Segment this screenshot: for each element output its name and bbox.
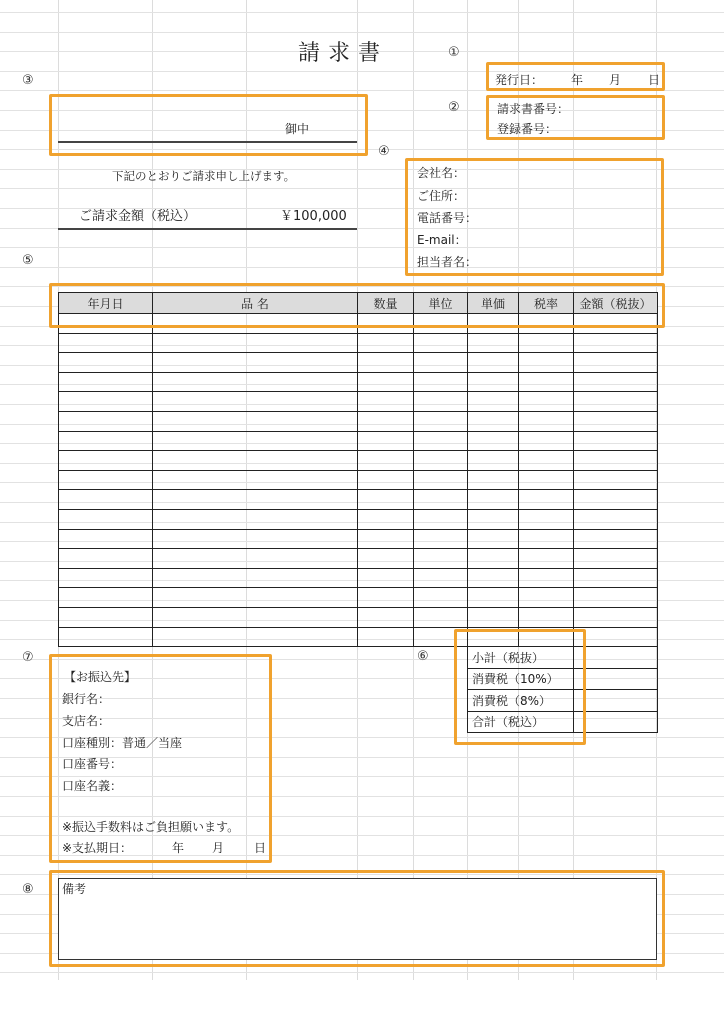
table-cell[interactable] [153,392,358,412]
table-cell[interactable] [468,529,519,549]
gridline [0,12,724,13]
table-cell[interactable] [358,333,414,353]
table-cell[interactable] [153,451,358,471]
total-value[interactable] [574,711,658,733]
table-row [59,509,658,529]
table-row [59,353,658,373]
table-cell[interactable] [414,372,468,392]
table-cell[interactable] [468,353,519,373]
table-cell[interactable] [414,470,468,490]
table-row [59,588,658,608]
contact-person-label: 担当者名： [417,255,478,269]
table-cell[interactable] [574,392,658,412]
table-cell[interactable] [59,607,153,627]
table-row [59,470,658,490]
bank-name-label: 銀行名： [62,692,111,706]
table-row [59,490,658,510]
table-cell[interactable] [519,588,574,608]
table-cell[interactable] [59,392,153,412]
due-date-day[interactable]: 日 [254,841,267,855]
remarks-highlight [49,870,665,967]
invoice-number-label: 請求書番号： [497,102,570,116]
table-cell[interactable] [414,509,468,529]
table-cell[interactable] [153,509,358,529]
table-cell[interactable] [59,333,153,353]
table-cell[interactable] [519,549,574,569]
due-date-month[interactable]: 月 [212,841,225,855]
table-cell[interactable] [519,568,574,588]
table-cell[interactable] [358,431,414,451]
table-cell[interactable] [519,353,574,373]
table-cell[interactable] [414,568,468,588]
section-marker-7: ⑦ [22,650,34,665]
table-cell[interactable] [358,451,414,471]
table-cell[interactable] [519,431,574,451]
due-date-year[interactable]: 年 [172,841,185,855]
account-name-label: 口座名義： [62,779,123,793]
table-cell[interactable] [358,470,414,490]
transfer-fee-note: ※振込手数料はご負担願います。 [62,820,240,834]
recipient-underline [58,141,357,143]
table-cell[interactable] [574,333,658,353]
account-number-label: 口座番号： [62,757,123,771]
table-cell[interactable] [358,529,414,549]
table-cell[interactable] [153,490,358,510]
table-cell[interactable] [468,549,519,569]
table-cell[interactable] [414,490,468,510]
bank-heading: 【お振込先】 [64,670,137,684]
table-row [59,529,658,549]
phone-label: 電話番号： [417,211,478,225]
remarks-label: 備考 [62,882,87,896]
table-cell[interactable] [574,451,658,471]
table-cell[interactable] [153,333,358,353]
table-cell[interactable] [59,353,153,373]
table-cell[interactable] [468,607,519,627]
table-cell[interactable] [414,549,468,569]
issue-date-day[interactable]: 日 [648,73,661,87]
table-cell[interactable] [574,588,658,608]
table-cell[interactable] [358,588,414,608]
table-cell[interactable] [414,392,468,412]
table-cell[interactable] [59,411,153,431]
table-cell[interactable] [519,490,574,510]
subtotal-value[interactable] [574,647,658,669]
table-cell[interactable] [153,470,358,490]
table-cell[interactable] [59,549,153,569]
table-cell[interactable] [519,411,574,431]
table-cell[interactable] [468,431,519,451]
items-table [58,292,658,647]
tax8-value[interactable] [574,690,658,712]
table-cell[interactable] [519,607,574,627]
table-row [59,549,658,569]
table-row [59,431,658,451]
table-cell[interactable] [153,549,358,569]
table-cell[interactable] [153,372,358,392]
table-cell[interactable] [153,353,358,373]
table-cell[interactable] [358,411,414,431]
section-marker-6: ⑥ [417,649,429,664]
table-cell[interactable] [574,607,658,627]
table-cell[interactable] [519,392,574,412]
table-cell[interactable] [59,509,153,529]
tax10-label: 消費税（10%） [468,668,574,690]
email-label: E-mail： [417,233,467,247]
section-marker-4: ④ [378,144,390,159]
col-unit: 単位 [414,293,468,314]
issue-date-month[interactable]: 月 [609,73,622,87]
table-row [59,607,658,627]
table-cell[interactable] [153,588,358,608]
col-amount: 金額（税抜） [574,293,658,314]
section-marker-1: ① [448,45,460,60]
registration-number-label: 登録番号： [497,122,558,136]
page-title: 請求書 [298,41,389,66]
table-cell[interactable] [574,372,658,392]
table-cell[interactable] [153,607,358,627]
table-cell[interactable] [468,411,519,431]
table-cell[interactable] [153,411,358,431]
recipient-suffix: 御中 [285,122,310,136]
table-row [59,451,658,471]
table-cell[interactable] [358,509,414,529]
table-cell[interactable] [358,627,414,647]
table-cell[interactable] [153,627,358,647]
table-cell[interactable] [414,411,468,431]
table-cell[interactable] [59,431,153,451]
amount-underline [58,228,357,230]
col-date: 年月日 [59,293,153,314]
table-cell[interactable] [519,372,574,392]
section-marker-8: ⑧ [22,882,34,897]
table-cell[interactable] [414,431,468,451]
table-cell[interactable] [468,490,519,510]
due-date-label: ※支払期日： [62,841,133,855]
table-cell[interactable] [574,353,658,373]
table-cell[interactable] [574,411,658,431]
table-cell[interactable] [358,353,414,373]
table-cell[interactable] [519,509,574,529]
table-row [59,568,658,588]
table-cell[interactable] [574,431,658,451]
table-cell[interactable] [468,372,519,392]
items-header-highlight [49,283,665,328]
table-cell[interactable] [574,549,658,569]
table-cell[interactable] [574,568,658,588]
recipient-highlight [49,94,368,156]
table-cell[interactable] [468,392,519,412]
company-label: 会社名： [417,166,466,180]
table-cell[interactable] [414,607,468,627]
subtotal-label: 小計（税抜） [468,647,574,669]
table-cell[interactable] [519,529,574,549]
table-cell[interactable] [358,372,414,392]
intro-text: 下記のとおりご請求申し上げます。 [112,169,296,183]
table-cell[interactable] [358,392,414,412]
section-marker-3: ③ [22,73,34,88]
table-cell[interactable] [519,451,574,471]
table-cell[interactable] [414,529,468,549]
table-cell[interactable] [468,451,519,471]
gridline [0,972,724,973]
table-cell[interactable] [59,451,153,471]
tax10-value[interactable] [574,668,658,690]
branch-name-label: 支店名： [62,714,111,728]
table-cell[interactable] [519,470,574,490]
col-unit-price: 単価 [468,293,519,314]
account-type-label: 口座種別：普通／当座 [62,736,183,750]
table-cell[interactable] [468,333,519,353]
tax8-label: 消費税（8%） [468,690,574,712]
table-cell[interactable] [358,568,414,588]
col-tax-rate: 税率 [519,293,574,314]
col-item-name: 品 名 [153,293,358,314]
table-cell[interactable] [153,431,358,451]
total-label: 合計（税込） [468,711,574,733]
col-quantity: 数量 [358,293,414,314]
table-cell[interactable] [358,549,414,569]
table-cell[interactable] [59,529,153,549]
table-cell[interactable] [414,333,468,353]
table-cell[interactable] [59,568,153,588]
table-cell[interactable] [358,607,414,627]
table-cell[interactable] [574,470,658,490]
table-row [59,411,658,431]
table-cell[interactable] [414,353,468,373]
table-cell[interactable] [414,451,468,471]
summary-highlight [454,629,586,745]
amount-label: ご請求金額（税込） [79,209,197,224]
table-cell[interactable] [574,627,658,647]
table-cell[interactable] [59,490,153,510]
issue-date-label: 発行日： [495,73,544,87]
table-cell[interactable] [59,588,153,608]
issue-date-year[interactable]: 年 [571,73,584,87]
table-cell[interactable] [468,509,519,529]
table-cell[interactable] [59,372,153,392]
address-label: ご住所： [417,189,466,203]
table-cell[interactable] [153,529,358,549]
table-row [59,372,658,392]
table-cell[interactable] [468,470,519,490]
table-cell[interactable] [468,588,519,608]
table-cell[interactable] [153,568,358,588]
table-cell[interactable] [574,490,658,510]
section-marker-5: ⑤ [22,253,34,268]
table-cell[interactable] [358,490,414,510]
table-cell[interactable] [59,470,153,490]
amount-value[interactable]: ￥100,000 [280,209,347,224]
table-cell[interactable] [574,529,658,549]
section-marker-2: ② [448,100,460,115]
table-cell[interactable] [519,333,574,353]
gridline [0,32,724,33]
table-cell[interactable] [574,509,658,529]
table-cell[interactable] [468,568,519,588]
table-cell[interactable] [414,588,468,608]
table-row [59,333,658,353]
table-row [59,392,658,412]
table-cell[interactable] [59,627,153,647]
